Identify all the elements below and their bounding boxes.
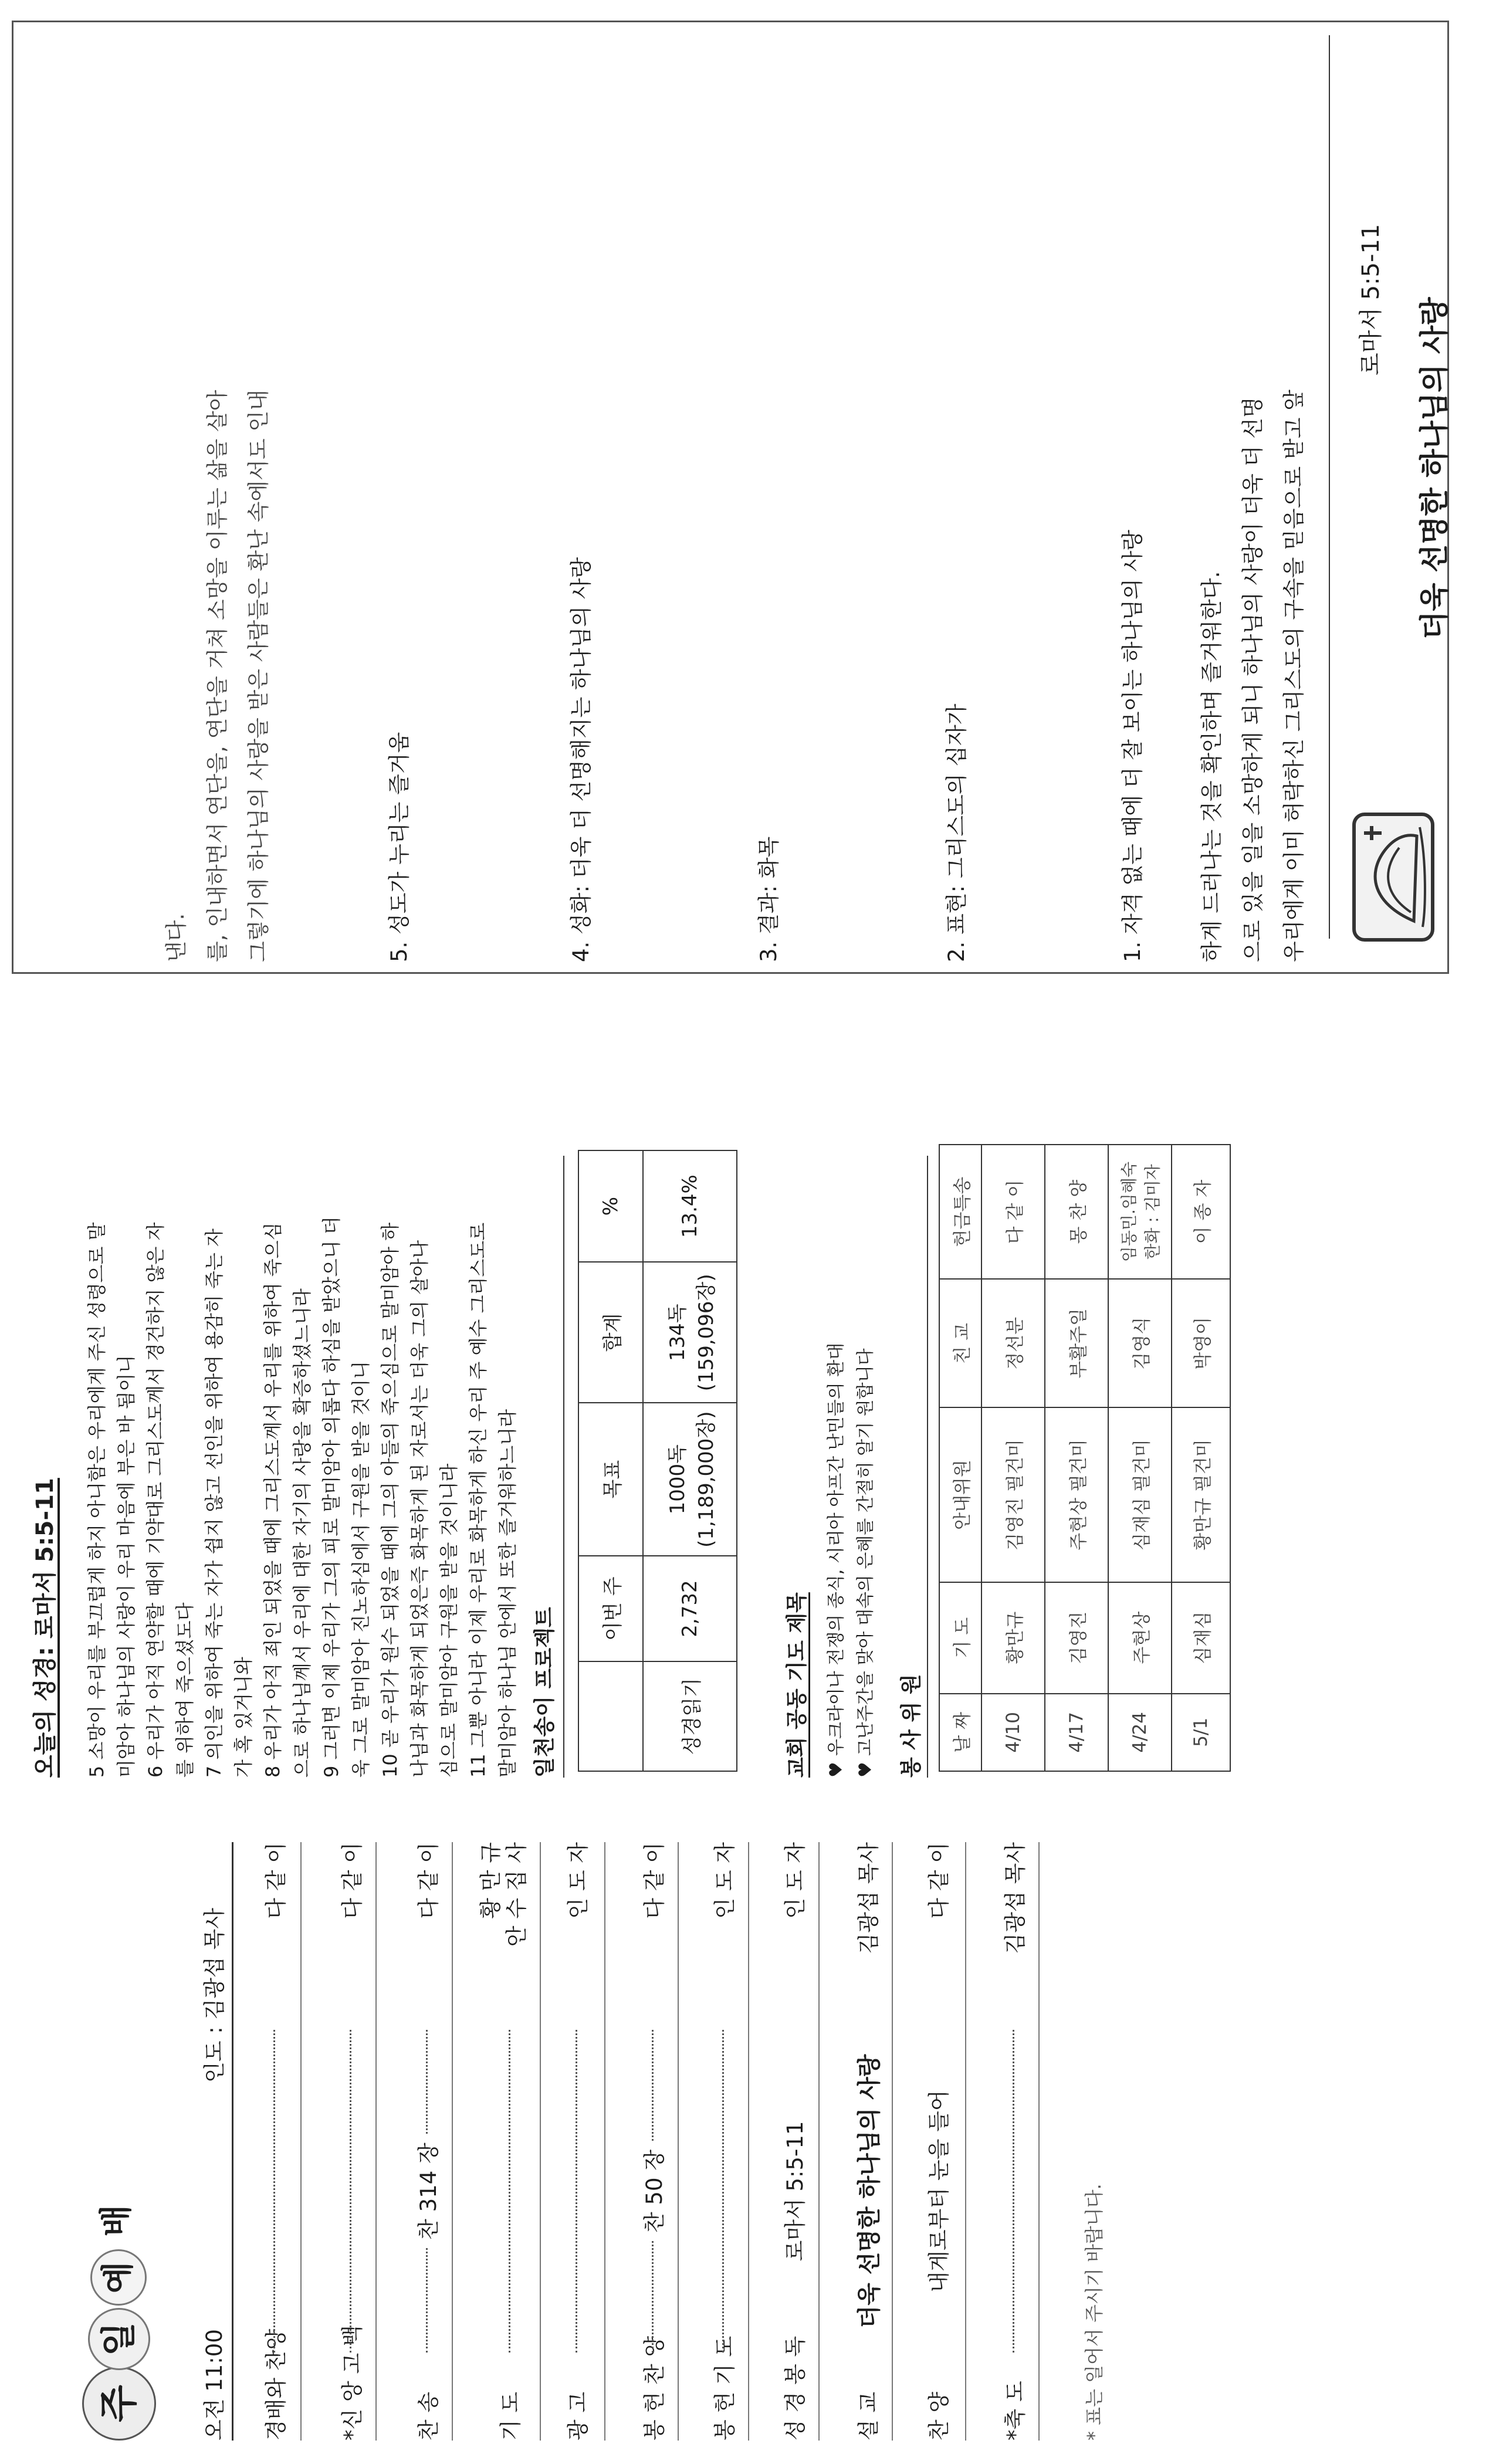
sermon-intro-line: 으로 있을 일을 소망하게 되니 하나님의 사랑이 더욱 더 선명 (1240, 397, 1265, 962)
verse-line: 욱 그로 말미암아 진노하심에서 구원을 받을 것이니 (350, 1360, 372, 1778)
row-divider (965, 1842, 966, 2441)
service-cell: 몽 찬 양 (1045, 1145, 1108, 1279)
title-char-circle: 예 (90, 2249, 147, 2306)
sermon-title: 더욱 선명한 하나님의 사랑 (856, 2046, 883, 2337)
sermon-closing-line: 를, 인내하면서 연단을, 연단을 거쳐 소망을 이루는 삶을 살아 (205, 390, 230, 962)
title-char-circle: 일 (88, 2308, 150, 2370)
verse-line: 말미암아 하나님 안에서 또한 즐거워하느니라 (496, 1409, 519, 1778)
service-header-cell: 날 짜 (939, 1694, 981, 1771)
sermon-intro-line: 하게 드러나는 것을 확인하며 즐거워한다. (1199, 571, 1224, 962)
order-row: *축 도 김광섭 목사 (1003, 1842, 1028, 2441)
row-divider (540, 1842, 541, 2441)
verse-line: 9 그러면 이제 우리가 그의 피로 말미암아 의롭다 하심을 받았으니 더 (320, 1216, 343, 1778)
project-title: 일천송이 프로젝트 (533, 1607, 557, 1778)
order-row: 찬 양 내게로부터 눈을 들어 다 같 이 (926, 1842, 952, 2441)
service-cell: 다 같 이 (981, 1145, 1045, 1279)
verse-line: 10 곧 우리가 원수 되었을 때에 그의 아들의 죽으심으로 말미암아 하 (379, 1222, 401, 1778)
divider (1329, 35, 1330, 939)
order-row: 봉 헌 기 도 인 도 자 (712, 1842, 737, 2441)
prayer-title: 교회 공동 기도 제목 (785, 1592, 809, 1778)
service-cell: 심재심 (1172, 1582, 1230, 1694)
row-divider (375, 1842, 377, 2441)
project-table (578, 1150, 737, 1772)
service-cell: 주현상 필건미 (1045, 1407, 1108, 1582)
service-cell: 5/1 (1172, 1694, 1230, 1771)
row-divider (818, 1842, 820, 2441)
sermon-point: 4. 성화: 더욱 더 선명해지는 하나님의 사랑 (568, 557, 594, 962)
service-cell: 부활주일 (1045, 1279, 1108, 1407)
sermon-point: 1. 자격 없는 때에 더 잘 보이는 하나님의 사랑 (1120, 529, 1145, 962)
service-table (939, 1144, 1231, 1772)
standing-footnote: * 표는 일어서 주시기 바랍니다. (1083, 2184, 1105, 2441)
verse-line: 6 우리가 아직 연약할 때에 기약대로 그리스도께서 경건하지 않은 자 (144, 1222, 167, 1778)
order-row: 찬 송 찬 314 장 다 같 이 (416, 1842, 441, 2441)
row-divider (678, 1842, 679, 2441)
row-divider (604, 1842, 605, 2441)
verse-line: 미암아 하나님의 사랑이 우리 마음에 부은 바 됨이니 (115, 1355, 137, 1778)
service-cell: 황만규 필건미 (1172, 1407, 1230, 1582)
sermon-intro-line: 우리에게 이미 허락하신 그리스도의 구속을 믿음으로 받고 앞 (1281, 390, 1307, 962)
service-cell: 정선분 (981, 1279, 1045, 1407)
service-header-cell: 안내위원 (939, 1407, 981, 1582)
order-row: 봉 헌 찬 양 찬 50 장 다 같 이 (642, 1842, 667, 2441)
service-cell: 4/17 (1045, 1694, 1108, 1771)
project-total: 134독 (159,096장) (643, 1262, 737, 1403)
project-row-label: 성경읽기 (643, 1661, 737, 1771)
worship-time: 오전 11:00 (202, 2329, 227, 2441)
divider (927, 1156, 928, 1778)
service-cell: 김영식 (1108, 1279, 1172, 1407)
order-row: 설 교 더욱 선명한 하나님의 사랑 김광섭 목사 (856, 1842, 883, 2441)
title-char-circle: 주 (82, 2367, 156, 2441)
service-cell: 심재심 필건미 (1108, 1407, 1172, 1582)
sermon-point: 2. 표현: 그리스도의 십자가 (944, 703, 969, 962)
project-header-cell (578, 1661, 643, 1771)
verse-line: 를 위하여 죽으셨도다 (174, 1602, 196, 1778)
verse-line: 심으로 말미암아 구원을 받을 것이니라 (438, 1463, 460, 1778)
sermon-point: 5. 성도가 누리는 즐거움 (387, 732, 412, 962)
service-cell: 황만규 (981, 1582, 1045, 1694)
sermon-closing-line: 낸다. (164, 913, 189, 962)
service-cell: 4/10 (981, 1694, 1045, 1771)
order-row: 기 도 황 만 규 안 수 집 사 (478, 1842, 529, 2441)
row-divider (452, 1842, 453, 2441)
sermon-closing-line: 그렇기에 하나님의 사랑을 받은 사람들은 환난 속에서도 인내 (246, 390, 271, 962)
service-title: 봉 사 위 원 (899, 1674, 923, 1778)
row-divider (1038, 1842, 1040, 2441)
verse-line: 가 혹 있거니와 (232, 1657, 255, 1778)
worship-leader: 인도 : 김광섭 목사 (202, 1908, 227, 2083)
order-row: 경배와 찬양 다 같 이 (263, 1842, 289, 2441)
heart-icon: ♥ (855, 1762, 876, 1778)
project-goal: 1000독 (1,189,000장) (643, 1403, 737, 1556)
project-header-cell: 합계 (578, 1262, 643, 1403)
title-char-circle: 배 (97, 2204, 136, 2237)
service-header-cell: 헌금특송 (939, 1145, 981, 1279)
service-cell: 주현상 (1108, 1582, 1172, 1694)
heart-icon: ♥ (826, 1762, 847, 1778)
verse-line: 8 우리가 아직 죄인 되었을 때에 그리스도께서 우리를 위하여 죽으심 (262, 1222, 284, 1778)
service-header-cell: 기 도 (939, 1582, 981, 1694)
praying-hands-icon (1349, 810, 1437, 945)
service-cell: 임동민.임혜숙 한화 : 김미자 (1108, 1145, 1172, 1279)
divider (232, 1842, 233, 2441)
order-row: 광 고 인 도 자 (566, 1842, 591, 2441)
prayer-item: ♥고난주간을 맞아 대속의 은혜를 간절히 알기 원합니다 (855, 1348, 876, 1778)
service-cell: 박영이 (1172, 1279, 1230, 1407)
service-cell: 김영진 필건미 (981, 1407, 1045, 1582)
project-percent: 13.4% (643, 1150, 737, 1262)
service-cell: 4/24 (1108, 1694, 1172, 1771)
verse-line: 나님과 화목하게 되었은즉 화목하게 된 자로서는 더욱 그의 살아나 (408, 1240, 431, 1778)
verse-line: 5 소망이 우리를 부끄럽게 하지 아니함은 우리에게 주신 성령으로 말 (86, 1222, 108, 1778)
sermon-title: 더욱 선명한 하나님의 사랑 (1417, 297, 1451, 639)
divider (563, 1156, 564, 1778)
project-header-cell: 목표 (578, 1403, 643, 1556)
hymn-number: 찬 50 장 (642, 2141, 667, 2241)
row-divider (892, 1842, 893, 2441)
service-header-cell: 친 교 (939, 1279, 981, 1407)
scripture-title: 오늘의 성경: 로마서 5:5-11 (32, 1478, 59, 1778)
order-row: *신 앙 고 백 다 같 이 (340, 1842, 365, 2441)
row-divider (748, 1842, 749, 2441)
service-cell: 이 종 자 (1172, 1145, 1230, 1279)
order-row: 성 경 봉 독 로마서 5:5-11 인 도 자 (783, 1842, 808, 2441)
prayer-item: ♥우크라이나 전쟁의 종식, 시리아 아프간 난민들의 환대 (826, 1342, 847, 1778)
sermon-point: 3. 결과: 화목 (756, 836, 781, 962)
sermon-logo (1349, 810, 1437, 945)
service-cell: 김영진 (1045, 1582, 1108, 1694)
sermon-reference: 로마서 5:5-11 (1358, 224, 1385, 375)
worship-title (82, 2194, 176, 2441)
verse-line: 7 의인을 위하여 죽는 자가 쉽지 않고 선인을 위하여 용감히 죽는 자 (203, 1228, 225, 1778)
project-header-cell: % (578, 1150, 643, 1262)
verse-line: 으로 하나님께서 우리에 대한 자기의 사랑을 확증하셨느니라 (291, 1288, 313, 1778)
verse-line: 11 그뿐 아니라 이제 우리로 화목하게 하신 우리 주 예수 그리스도로 (467, 1222, 489, 1778)
hymn-number: 찬 314 장 (416, 2134, 441, 2248)
project-this-week: 2,732 (643, 1556, 737, 1661)
project-header-cell: 이번 주 (578, 1556, 643, 1661)
row-divider (300, 1842, 302, 2441)
